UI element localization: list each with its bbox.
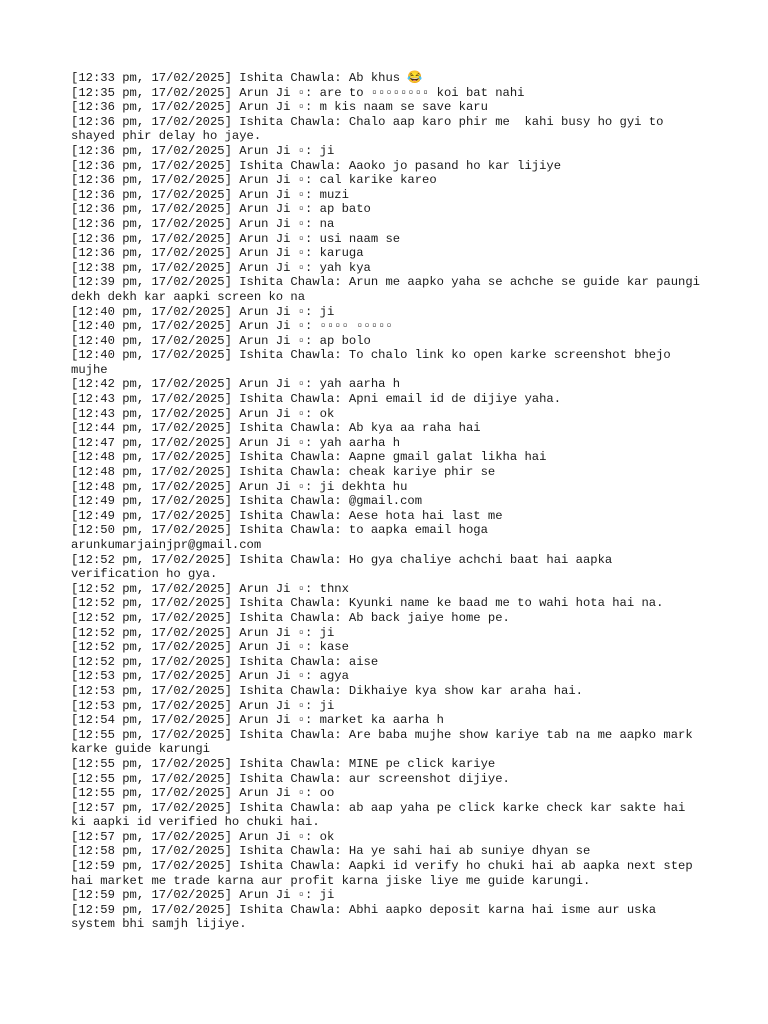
- chat-line: [12:52 pm, 17/02/2025] Ishita Chawla: Ho gya chaliye achchi baat hai aapka verification ho gya.: [71, 552, 620, 582]
- chat-line: [12:36 pm, 17/02/2025] Arun Ji ▫: ap bato: [71, 202, 371, 217]
- chat-line: [12:53 pm, 17/02/2025] Arun Ji ▫: ji: [71, 698, 335, 713]
- chat-line: [12:55 pm, 17/02/2025] Ishita Chawla: Are baba mujhe show kariye tab na me aapko mark karke guide karungi: [71, 727, 700, 757]
- chat-line: [12:48 pm, 17/02/2025] Ishita Chawla: Aapne gmail galat likha hai: [71, 450, 547, 465]
- chat-transcript: [71, 71, 708, 932]
- chat-line: [12:40 pm, 17/02/2025] Arun Ji ▫: ap bolo: [71, 333, 371, 348]
- chat-line: [12:36 pm, 17/02/2025] Arun Ji ▫: karuga: [71, 246, 364, 261]
- chat-line: [12:52 pm, 17/02/2025] Arun Ji ▫: ji: [71, 625, 335, 640]
- chat-line: [12:43 pm, 17/02/2025] Arun Ji ▫: ok: [71, 406, 335, 421]
- chat-line: [12:53 pm, 17/02/2025] Arun Ji ▫: agya: [71, 669, 349, 684]
- chat-line: [12:48 pm, 17/02/2025] Ishita Chawla: cheak kariye phir se: [71, 465, 496, 480]
- chat-line: [12:52 pm, 17/02/2025] Arun Ji ▫: thnx: [71, 581, 349, 596]
- chat-line: [12:59 pm, 17/02/2025] Ishita Chawla: Aapki id verify ho chuki hai ab aapka next step hai market me trade karna aur profit karna jiske liye me guide karungi.: [71, 859, 700, 888]
- chat-line: [12:52 pm, 17/02/2025] Ishita Chawla: Ab back jaiye home pe.: [71, 610, 510, 625]
- chat-line: [12:36 pm, 17/02/2025] Arun Ji ▫: m kis naam se save karu: [71, 100, 488, 115]
- chat-line: [12:47 pm, 17/02/2025] Arun Ji ▫: yah aarha h: [71, 435, 401, 450]
- chat-line: [12:58 pm, 17/02/2025] Ishita Chawla: Ha ye sahi hai ab suniye dhyan se: [71, 844, 591, 859]
- chat-line: [12:38 pm, 17/02/2025] Arun Ji ▫: yah kya: [71, 260, 371, 275]
- chat-line: [12:52 pm, 17/02/2025] Arun Ji ▫: kase: [71, 640, 349, 655]
- chat-line: [12:42 pm, 17/02/2025] Arun Ji ▫: yah aarha h: [71, 377, 401, 392]
- chat-line: [12:39 pm, 17/02/2025] Ishita Chawla: Arun me aapko yaha se achche se guide kar paungi dekh dekh kar aapki screen ko na: [71, 275, 708, 304]
- chat-line: [12:36 pm, 17/02/2025] Ishita Chawla: Aaoko jo pasand ho kar lijiye: [71, 158, 562, 173]
- chat-line: [12:40 pm, 17/02/2025] Arun Ji ▫: ji: [71, 304, 335, 319]
- chat-line: [12:35 pm, 17/02/2025] Arun Ji ▫: are to ▫▫▫▫▫▫▫▫ koi bat nahi: [71, 85, 525, 100]
- chat-line: [12:59 pm, 17/02/2025] Arun Ji ▫: ji: [71, 888, 335, 903]
- chat-line: [12:44 pm, 17/02/2025] Ishita Chawla: Ab kya aa raha hai: [71, 421, 481, 436]
- chat-line: [12:53 pm, 17/02/2025] Ishita Chawla: Dikhaiye kya show kar araha hai.: [71, 683, 583, 698]
- chat-line: [12:40 pm, 17/02/2025] Ishita Chawla: To chalo link ko open karke screenshot bhejo mujhe: [71, 348, 679, 377]
- chat-line: [12:55 pm, 17/02/2025] Ishita Chawla: aur screenshot dijiye.: [71, 771, 510, 786]
- chat-line: [12:54 pm, 17/02/2025] Arun Ji ▫: market ka aarha h: [71, 713, 444, 728]
- chat-line: [12:49 pm, 17/02/2025] Ishita Chawla: @gmail.com: [71, 494, 423, 509]
- chat-line: [12:33 pm, 17/02/2025] Ishita Chawla: Ab khus 😂: [71, 71, 423, 85]
- chat-line: [12:36 pm, 17/02/2025] Ishita Chawla: Chalo aap karo phir me kahi busy ho gyi to shayed phir delay ho jaye.: [71, 114, 671, 144]
- chat-line: [12:36 pm, 17/02/2025] Arun Ji ▫: muzi: [71, 187, 349, 202]
- chat-line: [12:36 pm, 17/02/2025] Arun Ji ▫: na: [71, 216, 335, 231]
- chat-line: [12:43 pm, 17/02/2025] Ishita Chawla: Apni email id de dijiye yaha.: [71, 392, 562, 407]
- chat-line: [12:59 pm, 17/02/2025] Ishita Chawla: Abhi aapko deposit karna hai isme aur uska system bhi samjh lijiye.: [71, 902, 664, 932]
- chat-line: [12:50 pm, 17/02/2025] Ishita Chawla: to aapka email hoga arunkumarjainjpr@gmail.com: [71, 523, 488, 552]
- chat-line: [12:36 pm, 17/02/2025] Arun Ji ▫: ji: [71, 143, 335, 158]
- chat-line: [12:52 pm, 17/02/2025] Ishita Chawla: aise: [71, 654, 379, 669]
- chat-line: [12:57 pm, 17/02/2025] Ishita Chawla: ab aap yaha pe click karke check kar sakte hai ki aapki id verified ho chuki hai.: [71, 800, 693, 830]
- chat-line: [12:40 pm, 17/02/2025] Arun Ji ▫: ▫▫▫▫ ▫▫▫▫▫: [71, 319, 393, 334]
- chat-line: [12:55 pm, 17/02/2025] Ishita Chawla: MINE pe click kariye: [71, 756, 496, 771]
- chat-line: [12:48 pm, 17/02/2025] Arun Ji ▫: ji dekhta hu: [71, 479, 408, 494]
- chat-line: [12:49 pm, 17/02/2025] Ishita Chawla: Aese hota hai last me: [71, 508, 503, 523]
- chat-line: [12:36 pm, 17/02/2025] Arun Ji ▫: cal karike kareo: [71, 173, 437, 188]
- chat-line: [12:55 pm, 17/02/2025] Arun Ji ▫: oo: [71, 786, 335, 801]
- chat-line: [12:36 pm, 17/02/2025] Arun Ji ▫: usi naam se: [71, 231, 401, 246]
- chat-line: [12:52 pm, 17/02/2025] Ishita Chawla: Kyunki name ke baad me to wahi hota hai na.: [71, 596, 664, 611]
- chat-line: [12:57 pm, 17/02/2025] Arun Ji ▫: ok: [71, 829, 335, 844]
